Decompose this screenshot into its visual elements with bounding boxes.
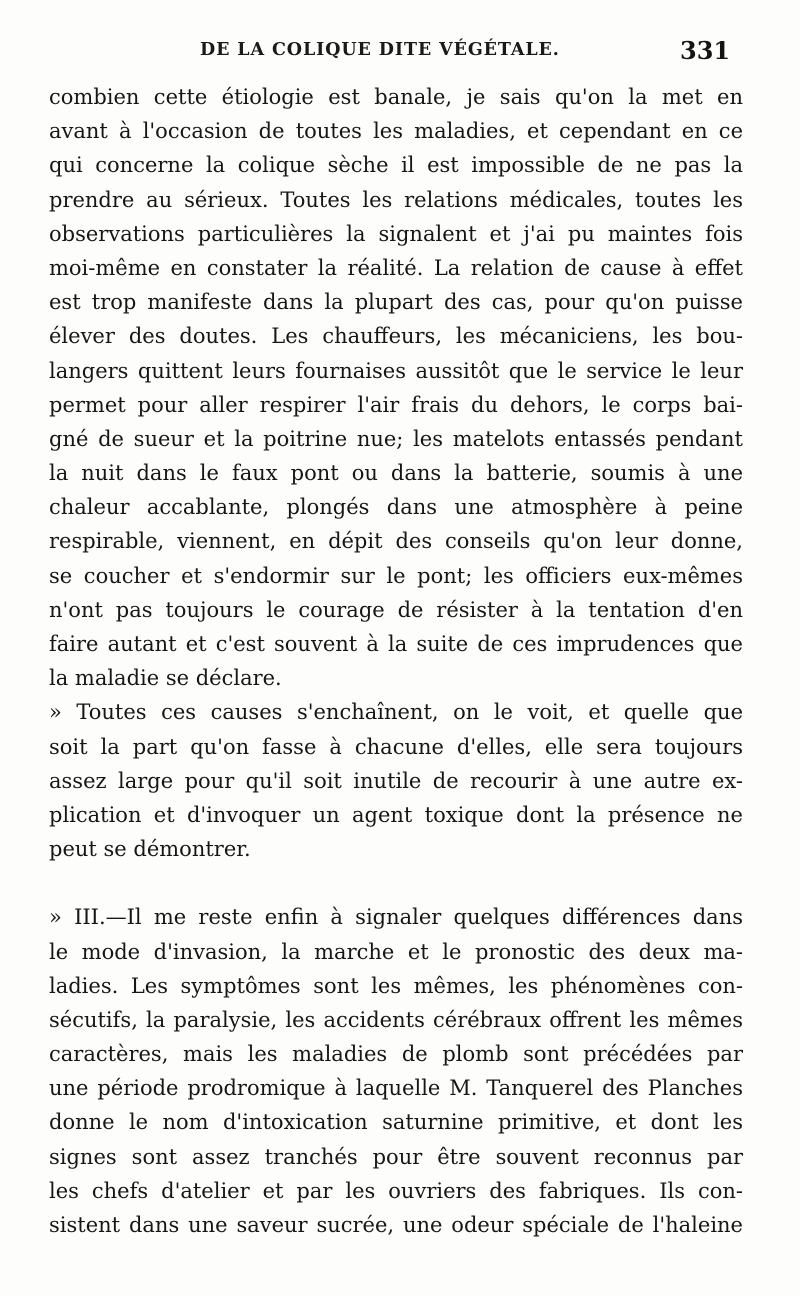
text-line: la nuit dans le faux pont ou dans la batterie, soumis à une — [49, 461, 743, 486]
text-line: combien cette étiologie est banale, je sais qu'on la met en — [49, 85, 743, 109]
text-line: caractères, mais les maladies de plomb sont précédées par — [49, 1042, 743, 1067]
text-line: moi-même en constater la réalité. La relation de cause à effet — [49, 255, 743, 280]
text-line: observations particulières la signalent et j'ai pu maintes fois — [49, 221, 743, 246]
text-line: n'ont pas toujours le courage de résister à la tentation d'en — [49, 597, 743, 622]
section-gap — [49, 866, 743, 900]
text-line: sécutifs, la paralysie, les accidents cérébraux offrent les mêmes — [49, 1007, 743, 1032]
text-line: assez large pour qu'il soit inutile de recourir à une autre ex- — [49, 768, 743, 793]
text-line: signes sont assez tranchés pour être souvent reconnus par — [49, 1144, 743, 1169]
text-line: » Toutes ces causes s'enchaînent, on le voit, et quelle que — [49, 700, 743, 725]
paragraph-2 — [49, 695, 743, 866]
text-line: ladies. Les symptômes sont les mêmes, les phénomènes con- — [49, 973, 743, 998]
text-line: donne le nom d'intoxication saturnine primitive, et dont les — [49, 1110, 743, 1135]
body-text — [49, 80, 743, 1242]
text-line: se coucher et s'endormir sur le pont; les officiers eux-mêmes — [49, 563, 743, 588]
text-line: permet pour aller respirer l'air frais du dehors, le corps bai- — [49, 392, 743, 417]
text-line: élever des doutes. Les chauffeurs, les mécaniciens, les bou- — [49, 324, 743, 349]
text-line: soit la part qu'on fasse à chacune d'elles, elle sera toujours — [49, 734, 743, 759]
text-line: langers quittent leurs fournaises aussitôt que le service le leur — [49, 358, 743, 383]
text-line: respirable, viennent, en dépit des conseils qu'on leur donne, — [49, 529, 743, 554]
text-line: prendre au sérieux. Toutes les relations médicales, toutes les — [49, 187, 743, 212]
running-head: DE LA COLIQUE DITE VÉGÉTALE. — [200, 40, 560, 60]
text-line: le mode d'invasion, la marche et le pronostic des deux ma- — [49, 939, 743, 964]
text-line: est trop manifeste dans la plupart des cas, pour qu'on puisse — [49, 290, 743, 315]
paragraph-1 — [49, 80, 743, 695]
text-line: gné de sueur et la poitrine nue; les matelots entassés pendant — [49, 426, 743, 451]
text-line: la maladie se déclare. — [49, 666, 282, 691]
text-line: avant à l'occasion de toutes les maladies, et cependant en ce — [49, 119, 743, 144]
text-line: les chefs d'atelier et par les ouvriers des fabriques. Ils con- — [49, 1178, 743, 1203]
text-line: peut se démontrer. — [49, 837, 251, 862]
text-line: plication et d'invoquer un agent toxique dont la présence ne — [49, 802, 743, 827]
text-line: » III.—Il me reste enfin à signaler quelques différences dans — [49, 905, 743, 930]
text-line: faire autant et c'est souvent à la suite de ces imprudences que — [49, 632, 743, 656]
text-line: une période prodromique à laquelle M. Tanquerel des Planches — [49, 1076, 743, 1101]
text-line: chaleur accablante, plongés dans une atmosphère à peine — [49, 495, 743, 520]
text-line: sistent dans une saveur sucrée, une odeur spéciale de l'haleine — [49, 1213, 743, 1237]
page-header — [0, 36, 800, 70]
paragraph-3 — [49, 900, 743, 1242]
text-line: qui concerne la colique sèche il est impossible de ne pas la — [49, 153, 743, 178]
page-number: 331 — [680, 36, 731, 65]
